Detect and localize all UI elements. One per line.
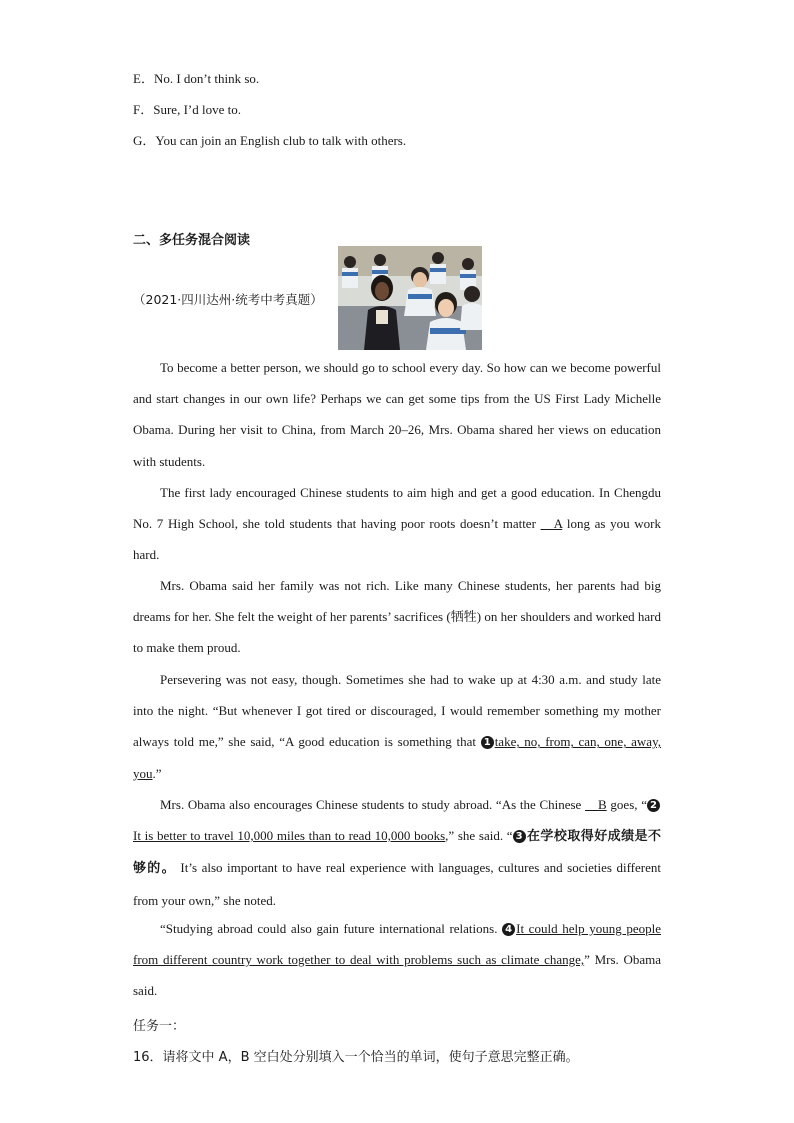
option-text: You can join an English club to talk with others. <box>155 133 407 148</box>
paragraph-5 <box>133 789 661 916</box>
option-letter: F． <box>133 102 154 117</box>
p5-text-a: Mrs. Obama also encourages Chinese students to study abroad. “As the Chinese <box>160 797 586 812</box>
p6-text-a: “Studying abroad could also gain future international relations. <box>160 921 503 936</box>
p2-text-b: long as you work hard. <box>133 516 661 563</box>
blank-b: B <box>598 797 607 812</box>
p5-chinese-sentence: 在学校取得好成绩是不够的。 <box>133 829 661 877</box>
paragraph-4 <box>133 664 661 789</box>
classroom-photo <box>338 246 482 350</box>
classroom-photo-image <box>338 246 482 350</box>
blank-a-gap <box>541 516 554 531</box>
paragraph-6 <box>133 913 661 1007</box>
option-e <box>133 68 259 87</box>
option-text: Sure, I’d love to. <box>153 102 241 117</box>
p5-underlined: It is better to travel 10,000 miles than to read 10,000 books <box>133 828 446 844</box>
task-label: 任务一： <box>133 1019 186 1034</box>
question-16: 16．请将文中 A，B 空白处分别填入一个恰当的单词，使句子意思完整正确。 <box>133 1050 579 1065</box>
paragraph-1: To become a better person, we should go to school every day. So how can we become powerful and start changes in our own life? Perhaps we can get some tips from the US First Lady Michelle Obama. During her visit to China, from March 20–26, Mrs. Obama shared her views on education with students. <box>133 360 661 469</box>
option-letter: G． <box>133 133 156 148</box>
circled-number-2: 2 <box>647 799 660 812</box>
paragraph-3: Mrs. Obama said her family was not rich. Like many Chinese students, her parents had big dreams for her. She felt the weight of her parents’ sacrifices (牺牲) on her shoulders and worked hard to make them proud. <box>133 578 661 656</box>
option-g <box>133 130 406 149</box>
p6-text-b: ” Mrs. Obama said. <box>133 952 661 999</box>
paragraph-2 <box>133 477 661 571</box>
p2-text-a: The first lady encouraged Chinese students to aim high and get a good education. In Chengdu No. 7 High School, she told students that having poor roots doesn’t matter <box>133 485 661 532</box>
blank-b-gap <box>585 797 598 812</box>
circled-number-3: 3 <box>513 830 526 843</box>
circled-number-4: 4 <box>502 923 515 936</box>
p5-text-d: It’s also important to have real experience with languages, cultures and societies different from your own,” she noted. <box>133 860 661 908</box>
p5-text-c: ,” she said. “ <box>445 828 513 844</box>
p5-text-b: goes, “ <box>606 797 647 812</box>
p4-text-a: Persevering was not easy, though. Sometimes she had to wake up at 4:30 a.m. and study late into the night. “But whenever I got tired or discouraged, I would remember something my mother always told me,” she said, “A good education is something that <box>133 672 661 750</box>
blank-a: A <box>553 516 563 532</box>
option-f <box>133 99 241 118</box>
source-note: （2021·四川达州·统考中考真题） <box>133 292 323 307</box>
option-text: No. I don’t think so. <box>153 71 260 86</box>
section-heading: 二、多任务混合阅读 <box>133 233 251 248</box>
option-letter: E． <box>133 71 154 86</box>
p4-text-b: .” <box>152 765 162 781</box>
p4-underlined: take, no, from, can, one, away, you <box>133 734 661 781</box>
p6-underlined: It could help young people from different country work together to deal with problems such as climate change, <box>133 921 661 968</box>
circled-number-1: 1 <box>481 736 494 749</box>
